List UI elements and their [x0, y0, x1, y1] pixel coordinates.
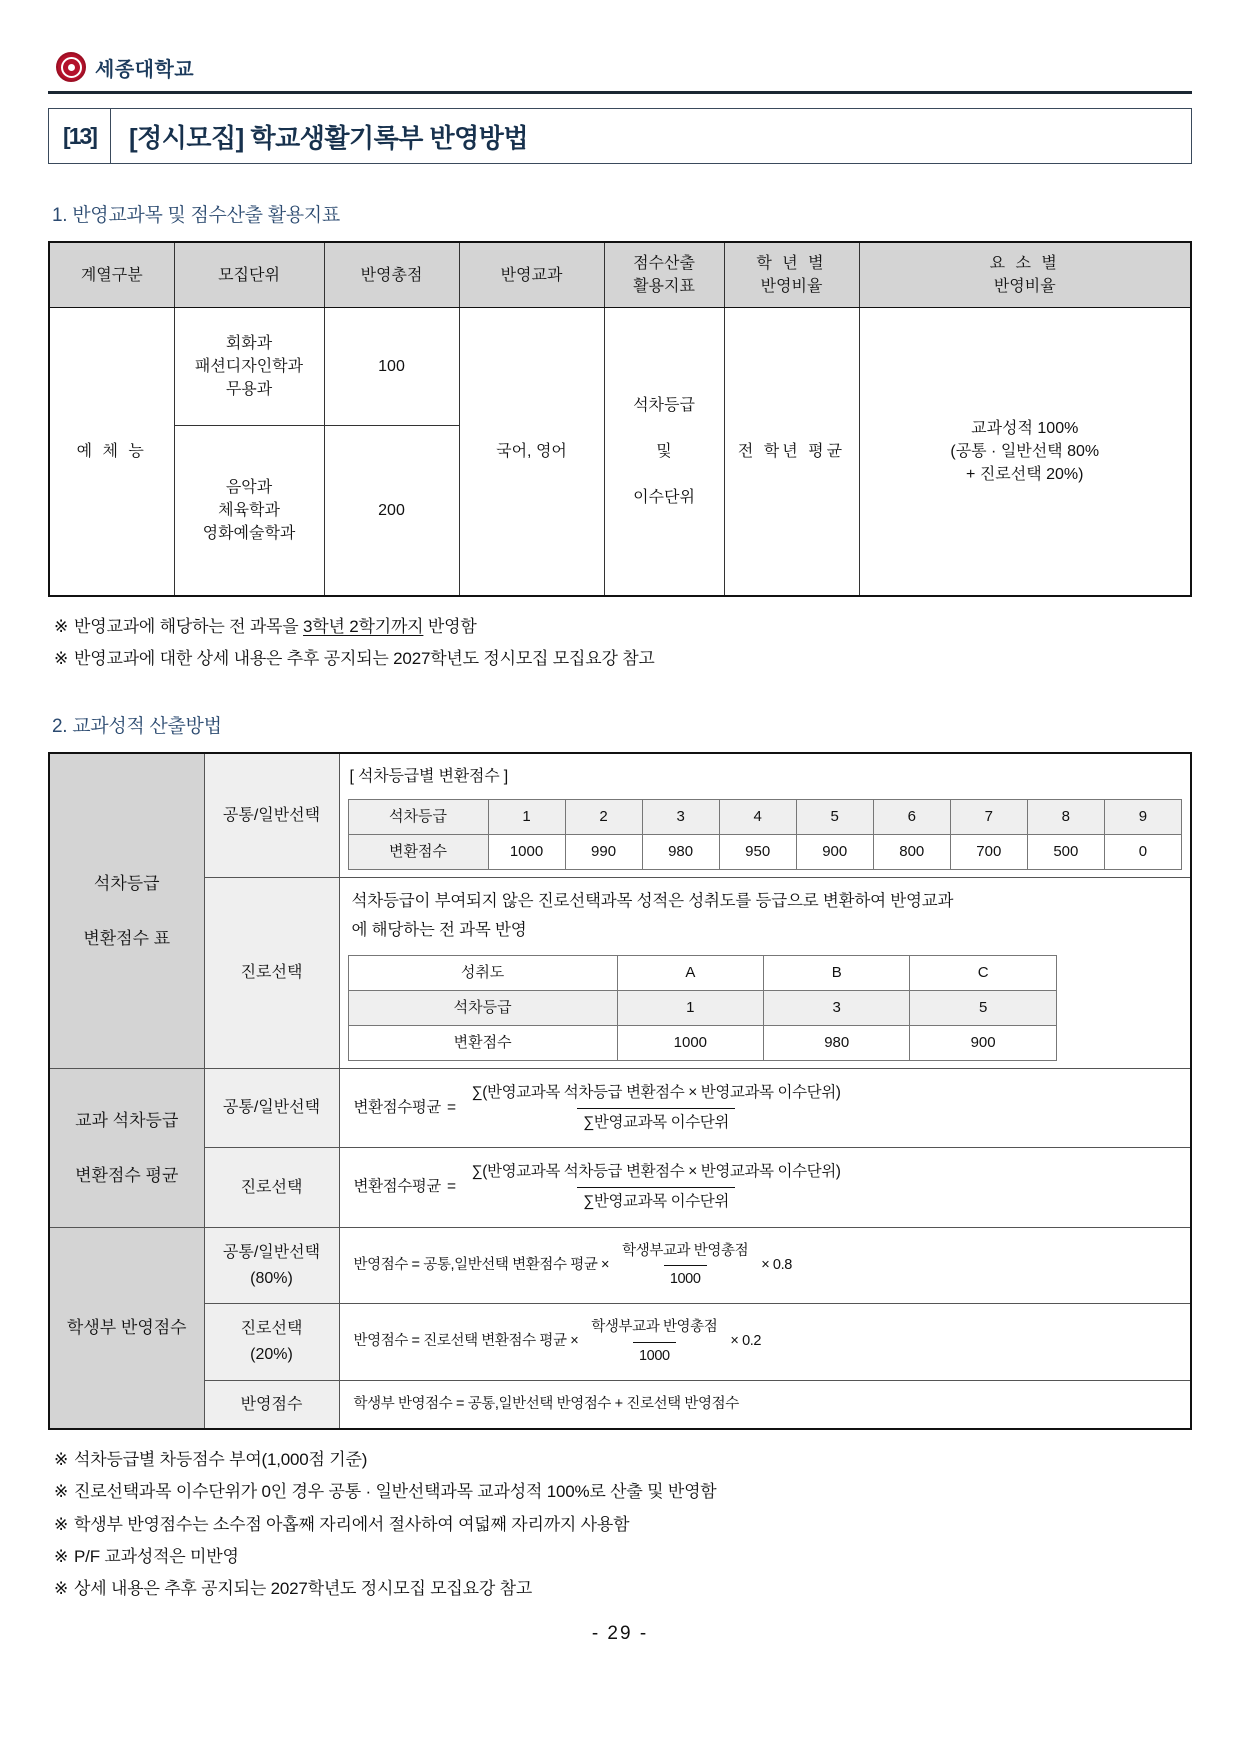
indicator-line: 이수단위 [633, 489, 695, 507]
unit-line: 체육학과 [218, 502, 280, 520]
sub-label-common-select: 공통/일반선택 [204, 753, 339, 877]
score-cell: 900 [910, 1025, 1056, 1060]
track-label: 예 체 능 [76, 443, 147, 461]
sub-label-common-select-80 [204, 1228, 339, 1304]
formula-denominator: 1000 [664, 1265, 707, 1291]
table-row [348, 800, 1182, 835]
row-header-conv-score: 변환점수 [348, 835, 488, 870]
note-mark: ※ [54, 1514, 69, 1534]
table-row-avg-common [49, 1068, 1191, 1148]
cell-subjects: 국어, 영어 [459, 308, 604, 596]
group-label-line: 석차등급 [93, 874, 160, 894]
formula-numerator: ∑(반영교과목 석차등급 변환점수 × 반영교과목 이수단위) [471, 1083, 841, 1101]
table-row-reflect-total [49, 1380, 1191, 1429]
achievement-level: B [764, 955, 910, 990]
table-row-reflect-career [49, 1304, 1191, 1380]
score-cell: 500 [1027, 835, 1104, 870]
formula-expression [348, 1235, 1183, 1296]
formula-expression [348, 1155, 1183, 1220]
table-row [348, 955, 1056, 990]
formula-fraction [466, 1081, 847, 1136]
table-row [348, 835, 1182, 870]
grade-cell: 3 [764, 990, 910, 1025]
formula-numerator: 학생부교과 반영총점 [591, 1319, 718, 1336]
career-description [352, 887, 1183, 945]
score-cell: 1000 [617, 1025, 763, 1060]
note-text: 석차등급별 차등점수 부여(1,000점 기준) [74, 1449, 368, 1469]
table-row-reflect-common [49, 1228, 1191, 1304]
formula-equals: = [446, 1098, 456, 1116]
col-header-element-ratio [859, 242, 1191, 308]
sub-label-career-select-20 [204, 1304, 339, 1380]
score-cell: 980 [764, 1025, 910, 1060]
formula-average-common [339, 1068, 1191, 1148]
note-item [54, 643, 1192, 675]
note-text: P/F 교과성적은 미반영 [74, 1546, 239, 1566]
grade-cell: 5 [910, 990, 1056, 1025]
grade-cell: 2 [565, 800, 642, 835]
score-calculation-table [48, 752, 1192, 1429]
formula-total-text: 학생부 반영점수 = 공통,일반선택 반영점수 + 진로선택 반영점수 [353, 1395, 739, 1412]
conversion-score-cell [339, 753, 1191, 877]
page-number: - 29 - [591, 1623, 649, 1644]
cell-element-ratio [859, 308, 1191, 596]
cell-track [49, 308, 174, 596]
sub-label-common-select: 공통/일반선택 [204, 1068, 339, 1148]
unit-line: 무용과 [225, 381, 273, 399]
row-header-rank-grade: 석차등급 [348, 800, 488, 835]
sub-label-line: (20%) [250, 1346, 293, 1364]
section2-notes [54, 1444, 1192, 1605]
page-title: [정시모집] 학교생활기록부 반영방법 [129, 122, 529, 153]
score-cell: 800 [873, 835, 950, 870]
col-header-subjects: 반영교과 [459, 242, 604, 308]
formula-fraction [616, 1240, 754, 1291]
note-text-post: 반영함 [423, 616, 477, 636]
unit-line: 회화과 [225, 335, 273, 353]
row-header-conv-score: 변환점수 [348, 1025, 617, 1060]
col-header-element-ratio-line1: 요 소 별 [989, 255, 1060, 272]
formula-reflect-common [339, 1228, 1191, 1304]
group-label-student-record-score: 학생부 반영점수 [49, 1228, 204, 1429]
col-header-grade-ratio [724, 242, 859, 308]
score-cell: 990 [565, 835, 642, 870]
element-ratio-line: 교과성적 100% [971, 419, 1079, 437]
unit-line: 음악과 [225, 478, 273, 496]
element-ratio-line: + 진로선택 20%) [966, 466, 1084, 484]
table-header-row [49, 242, 1191, 308]
cell-total-group2: 200 [324, 426, 459, 596]
note-text-pre: 반영교과에 해당하는 전 과목을 [74, 616, 304, 636]
reflection-subjects-table [48, 241, 1192, 597]
conversion-table-title: [ 석차등급별 변환점수 ] [349, 768, 509, 786]
formula-expression [348, 1388, 1183, 1421]
table-row [348, 990, 1056, 1025]
indicator-line: 및 [656, 443, 672, 461]
formula-lhs: 변환점수평균 [353, 1178, 441, 1196]
formula-tail: × 0.2 [730, 1333, 762, 1350]
col-header-indicator-line2: 활용지표 [633, 278, 695, 296]
achievement-level: A [617, 955, 763, 990]
note-mark: ※ [54, 1482, 69, 1502]
group-label-conversion-table [49, 753, 204, 1068]
grade-cell: 5 [796, 800, 873, 835]
note-mark: ※ [54, 616, 69, 636]
col-header-total: 반영총점 [324, 242, 459, 308]
unit-line: 패션디자인학과 [194, 358, 304, 376]
grade-cell: 1 [488, 800, 565, 835]
formula-lhs: 반영점수 = 공통,일반선택 변환점수 평균 × [353, 1257, 610, 1274]
grade-cell: 8 [1027, 800, 1104, 835]
formula-denominator: ∑반영교과목 이수단위 [577, 1108, 735, 1136]
col-header-grade-ratio-line1: 학 년 별 [756, 255, 827, 272]
formula-fraction [585, 1316, 723, 1367]
note-text-underline: 3학년 2학기까지 [303, 616, 424, 636]
title-number: [13] [49, 109, 111, 163]
formula-reflect-career [339, 1304, 1191, 1380]
row-header-rank-grade: 석차등급 [348, 990, 617, 1025]
score-cell: 1000 [488, 835, 565, 870]
grade-ratio-value: 전 학년 평균 [737, 443, 846, 461]
formula-reflect-total [339, 1380, 1191, 1429]
formula-numerator: 학생부교과 반영총점 [622, 1243, 749, 1259]
score-cell: 0 [1104, 835, 1181, 870]
score-cell: 950 [719, 835, 796, 870]
formula-numerator: ∑(반영교과목 석차등급 변환점수 × 반영교과목 이수단위) [471, 1163, 841, 1181]
sub-label-line: 공통/일반선택 [222, 1244, 321, 1262]
col-header-element-ratio-line2: 반영비율 [993, 278, 1056, 296]
note-mark: ※ [54, 1449, 69, 1469]
note-item [54, 1444, 1192, 1476]
grade-cell: 6 [873, 800, 950, 835]
table-row [348, 1025, 1056, 1060]
formula-average-career [339, 1148, 1191, 1228]
grade-cell: 1 [617, 990, 763, 1025]
sub-label-career-select: 진로선택 [204, 878, 339, 1069]
cell-grade-ratio [724, 308, 859, 596]
formula-expression [348, 1311, 1183, 1372]
formula-lhs: 반영점수 = 진로선택 변환점수 평균 × [353, 1333, 579, 1350]
note-item [54, 1509, 1192, 1541]
page-title-box [48, 108, 1192, 164]
sejong-crest-icon [56, 52, 86, 82]
sub-label-line: 진로선택 [240, 1320, 303, 1338]
formula-tail: × 0.8 [761, 1257, 792, 1274]
section1-notes [54, 611, 1192, 676]
table-row-avg-career [49, 1148, 1191, 1228]
achievement-conversion-table [348, 955, 1057, 1061]
cell-unit-group2 [174, 426, 324, 596]
section2-heading: 2. 교과성적 산출방법 [52, 716, 222, 738]
formula-fraction [466, 1160, 847, 1215]
col-header-unit: 모집단위 [174, 242, 324, 308]
group-label-line: 교과 석차등급 [75, 1111, 179, 1131]
grade-cell: 3 [642, 800, 719, 835]
note-mark: ※ [54, 1546, 69, 1566]
note-mark: ※ [54, 1579, 69, 1599]
formula-equals: = [446, 1178, 456, 1196]
achievement-level: C [910, 955, 1056, 990]
note-item [54, 1476, 1192, 1508]
career-conversion-cell [339, 878, 1191, 1069]
career-description-line2: 에 해당하는 전 과목 반영 [351, 920, 527, 939]
score-cell: 700 [950, 835, 1027, 870]
rank-conversion-table [348, 799, 1183, 870]
header-divider [48, 91, 1192, 94]
section1-heading: 1. 반영교과목 및 점수산출 활용지표 [52, 205, 340, 226]
cell-indicator [604, 308, 724, 596]
table-row [49, 308, 1191, 426]
col-header-indicator-line1: 점수산출 [633, 255, 695, 272]
career-description-line1: 석차등급이 부여되지 않은 진로선택과목 성적은 성취도를 등급으로 변환하여 반영교과 [351, 892, 954, 911]
note-item [54, 1573, 1192, 1605]
row-header-achievement: 성취도 [348, 955, 617, 990]
note-text: 학생부 반영점수는 소수점 아홉째 자리에서 절사하여 여덟째 자리까지 사용함 [74, 1514, 630, 1534]
formula-denominator: ∑반영교과목 이수단위 [577, 1187, 735, 1215]
score-cell: 900 [796, 835, 873, 870]
element-ratio-line: (공통 · 일반선택 80% [950, 443, 1100, 461]
cell-unit-group1 [174, 308, 324, 426]
brand-header [48, 52, 1192, 82]
formula-expression [348, 1076, 1183, 1141]
formula-lhs: 변환점수평균 [353, 1098, 441, 1116]
university-name: 세종대학교 [95, 58, 195, 81]
col-header-grade-ratio-line2: 반영비율 [760, 278, 823, 296]
grade-cell: 4 [719, 800, 796, 835]
note-item [54, 1541, 1192, 1573]
note-mark: ※ [54, 649, 69, 669]
group-label-line: 변환점수 평균 [75, 1165, 179, 1185]
sub-label-career-select: 진로선택 [204, 1148, 339, 1228]
formula-denominator: 1000 [633, 1342, 676, 1368]
note-text: 진로선택과목 이수단위가 0인 경우 공통 · 일반선택과목 교과성적 100%로 산출 및 반영함 [74, 1482, 717, 1502]
indicator-line: 석차등급 [633, 396, 695, 414]
table-row-conv-career [49, 878, 1191, 1069]
col-header-indicator [604, 242, 724, 308]
cell-total-group1: 100 [324, 308, 459, 426]
grade-cell: 7 [950, 800, 1027, 835]
sub-label-reflect-score: 반영점수 [204, 1380, 339, 1429]
group-label-line: 변환점수 표 [83, 928, 171, 948]
note-text-pre: 반영교과에 대한 상세 내용은 추후 공지되는 2027학년도 정시모집 모집요강 참고 [74, 649, 655, 669]
score-cell: 980 [642, 835, 719, 870]
grade-cell: 9 [1104, 800, 1181, 835]
note-item [54, 611, 1192, 643]
group-label-average [49, 1068, 204, 1227]
col-header-track: 계열구분 [49, 242, 174, 308]
table-row-conv-common [49, 753, 1191, 877]
note-text: 상세 내용은 추후 공지되는 2027학년도 정시모집 모집요강 참고 [74, 1579, 533, 1599]
sub-label-line: (80%) [250, 1269, 293, 1287]
unit-line: 영화예술학과 [202, 525, 296, 543]
